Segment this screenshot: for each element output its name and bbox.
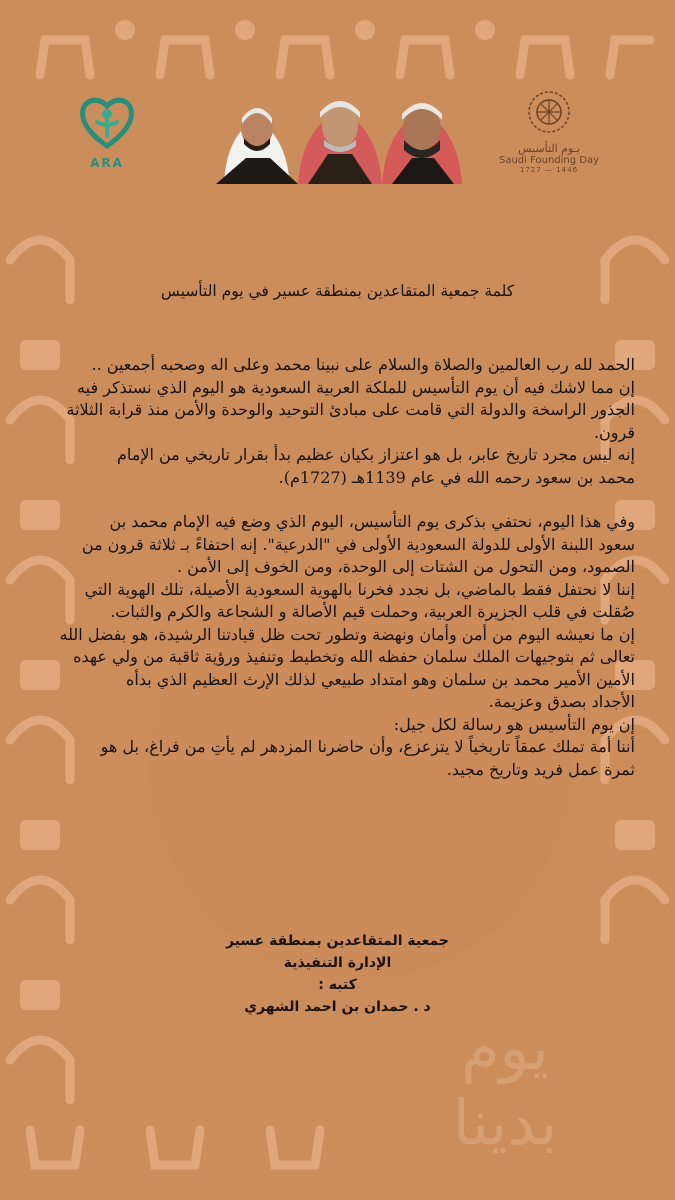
founding-day-english: Saudi Founding Day (498, 155, 600, 166)
text-line: إن مما لاشك فيه أن يوم التأسيس للملكة العربية السعودية هو اليوم الذي نستذكر فيه (77, 377, 635, 397)
ara-logo-text: ARA (90, 156, 124, 170)
text-line: سعود اللبنة الأولى للدولة السعودية الأولى في "الدرعية". إنه احتفاءً بـ ثلاثة قرون من (81, 534, 635, 554)
document-body (40, 270, 635, 803)
text-line: صُقلت في قلب الجزيرة العربية، وحملت قيم الأصالة و الشجاعة والكرم والثبات. (110, 602, 635, 621)
top-pattern-border (0, 0, 675, 90)
header (0, 80, 675, 190)
text-line: إن يوم التأسيس هو رسالة لكل جيل: (393, 714, 635, 734)
text-line: الجذور الراسخة والدولة التي قامت على مبادئ التوحيد والوحدة والأمن منذ قرابة الثلاثة (66, 400, 635, 419)
leaders-portraits (216, 88, 464, 184)
watermark-text: يوم بدينا (452, 1011, 558, 1159)
text-line: الأجداد بصدق وعزيمة. (488, 692, 635, 711)
ara-logo (72, 92, 142, 182)
founding-day-logo (493, 88, 605, 188)
text-line: أننا أمة تملك عمقاً تاريخياً لا يتزعزع، وأن حاضرنا المزدهر لم يأتِ من فراغ، بل هو (100, 737, 635, 756)
text-line: الصمود، ومن التحول من الشتات إلى الوحدة، ومن الخوف إلى الأمن . (176, 557, 635, 576)
signature-author: د . حمدان بن احمد الشهري (244, 999, 431, 1015)
paragraph-1 (40, 354, 635, 489)
text-line: وفي هذا اليوم، نحتفي بذكرى يوم التأسيس، اليوم الذي وضع فيه الإمام محمد بن (109, 512, 635, 531)
founding-day-years: 1727 — 1446 (519, 166, 579, 174)
text-line: إنه ليس مجرد تاريخ عابر، بل هو اعتزاز بكيان عظيم بدأ بقرار تاريخي من الإمام (116, 445, 635, 464)
signature-block (0, 930, 675, 1018)
text-line: الحمد لله رب العالمين والصلاة والسلام على نبينا محمد وعلى اله وصحبه أجمعين .. (91, 355, 635, 374)
signature-dept: الإدارة التنفيذية (283, 955, 392, 971)
text-line: ثمرة عمل فريد وتاريخ مجيد. (446, 759, 635, 779)
founding-day-emblem-icon (525, 88, 573, 136)
signature-org: جمعية المتقاعدين بمنطقة عسير (226, 933, 449, 949)
paragraph-2 (40, 511, 635, 781)
founding-day-arabic: يـوم التأسيس (518, 142, 580, 155)
text-line: تعالى ثم بتوجيهات الملك سلمان حفظه الله وتخطيط وتنفيذ ورؤية ثاقبة من ولي عهده (73, 647, 635, 666)
text-line: قرون. (593, 422, 635, 442)
text-line: إننا لا نحتفل فقط بالماضي، بل نجدد فخرنا بالهوية السعودية الأصيلة، تلك الهوية التي (84, 579, 635, 599)
text-line: إن ما نعيشه اليوم من أمن وأمان ونهضة وتطور تحت ظل قيادتنا الرشيدة، هو بفضل الله (59, 624, 635, 644)
heart-person-icon (77, 92, 137, 152)
document-title: كلمة جمعية المتقاعدين بمنطقة عسير في يوم التأسيس (160, 282, 515, 300)
text-line: الأمين الأمير محمد بن سلمان وهو امتداد طبيعي لذلك الإرث العظيم الذي بدأه (126, 669, 635, 689)
signature-written-by: كتبه : (318, 977, 357, 993)
text-line: محمد بن سعود رحمه الله في عام 1139هـ (1727م). (278, 467, 635, 487)
